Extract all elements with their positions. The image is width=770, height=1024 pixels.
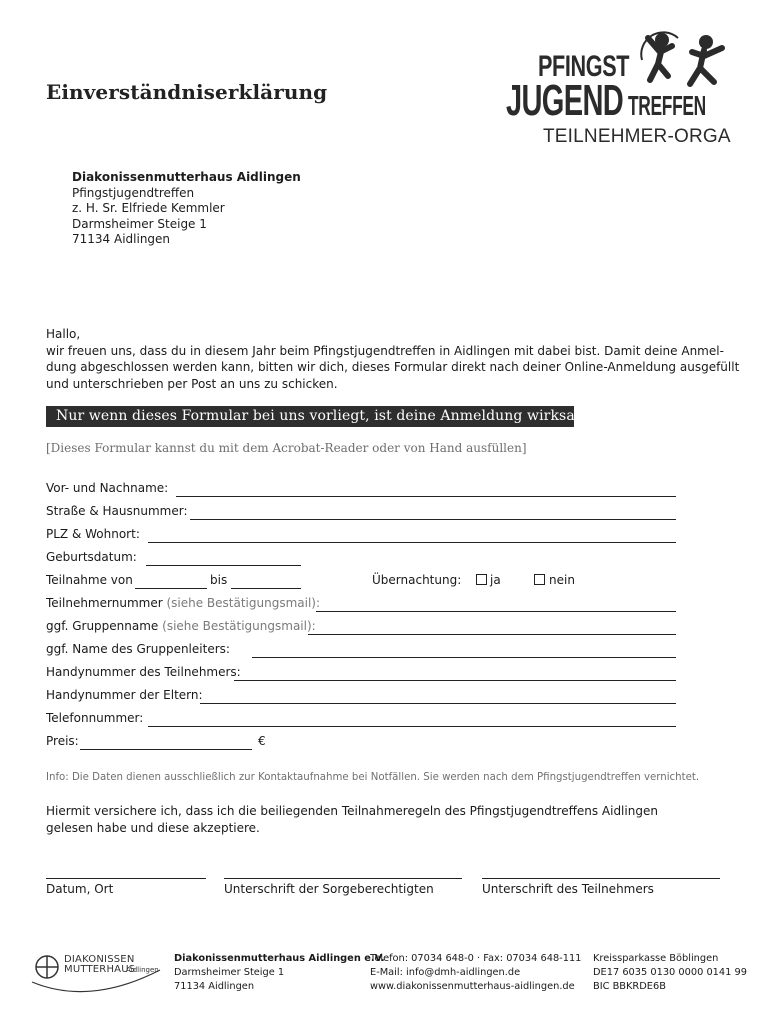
price-label: Preis:	[46, 734, 79, 748]
mobile-participant-row	[46, 665, 676, 683]
currency-label: €	[258, 734, 266, 748]
logo-line-1: PFINGST	[538, 50, 630, 83]
footer-contact	[370, 952, 581, 994]
guardian-signature-label: Unterschrift der Sorgeberechtigten	[224, 882, 434, 896]
group-name-row	[46, 619, 676, 637]
page-title: Einverständniserklärung	[46, 80, 328, 104]
privacy-info: Info: Die Daten dienen ausschließlich zur Kontaktaufnahme bei Notfällen. Sie werden nach dem Pfingstjugendtreffen vernichtet.	[46, 772, 700, 783]
birthdate-field[interactable]	[146, 565, 301, 566]
to-label: bis	[210, 573, 228, 587]
guardian-signature-field[interactable]	[224, 878, 462, 879]
date-place-field[interactable]	[46, 878, 206, 879]
mobile-participant-field[interactable]	[234, 680, 676, 681]
footer-org-name: Diakonissenmutterhaus Aidlingen e.V.	[174, 953, 385, 964]
overnight-no-checkbox[interactable]	[534, 574, 545, 585]
participant-number-field[interactable]	[316, 611, 676, 612]
name-field[interactable]	[176, 496, 676, 497]
greeting-text	[46, 326, 740, 392]
address-line: 71134 Aidlingen	[72, 232, 171, 246]
footer-bank-name: Kreissparkasse Böblingen	[593, 953, 719, 964]
diakonissen-logo	[30, 946, 165, 1002]
footer-bic: BIC BBKRDE6B	[593, 981, 666, 992]
phone-label: Telefonnummer:	[46, 711, 144, 725]
two-jumping-figures-icon	[638, 30, 732, 92]
street-label: Straße & Hausnummer:	[46, 504, 188, 518]
name-label: Vor- und Nachname:	[46, 481, 169, 495]
greeting-line: dung abgeschlossen werden kann, bitten wir dich, dieses Formular direkt nach deiner Online-Anmeldung ausgefüllt	[46, 360, 740, 374]
from-label: Teilnahme von	[46, 573, 133, 587]
group-name-field[interactable]	[308, 634, 676, 635]
mobile-parents-label: Handynummer der Eltern:	[46, 688, 203, 702]
participant-number-row	[46, 596, 676, 614]
logo-line-3: TREFFEN	[628, 90, 706, 121]
participant-number-note: (siehe Bestätigungsmail):	[166, 596, 321, 610]
city-row	[46, 527, 676, 545]
footer-email: E-Mail: info@dmh-aidlingen.de	[370, 967, 521, 978]
address-line: Pfingstjugendtreffen	[72, 185, 195, 200]
pfingstjugendtreffen-logo	[502, 30, 732, 150]
group-name-label	[46, 619, 316, 633]
group-name-note: (siehe Bestätigungsmail):	[162, 619, 316, 633]
address-line: z. H. Sr. Elfriede Kemmler	[72, 201, 225, 215]
city-label: PLZ & Wohnort:	[46, 527, 140, 541]
participant-number-label	[46, 596, 320, 610]
overnight-no-label: nein	[549, 573, 575, 587]
name-row	[46, 481, 676, 499]
group-leader-row	[46, 642, 676, 660]
footer-phone: Telefon: 07034 648-0 · Fax: 07034 648-111	[370, 953, 582, 964]
greeting-line: Hallo,	[46, 327, 81, 341]
logo-text-1: DIAKONISSEN	[64, 954, 135, 965]
participant-number-text: Teilnehmernummer	[46, 596, 163, 610]
fill-hint: [Dieses Formular kannst du mit dem Acrobat-Reader oder von Hand ausfüllen]	[46, 441, 527, 455]
overnight-yes-checkbox[interactable]	[476, 574, 487, 585]
overnight-label: Übernachtung:	[372, 573, 462, 587]
from-field[interactable]	[135, 588, 207, 589]
mobile-parents-row	[46, 688, 676, 706]
logo-text-2: MUTTERHAUS	[64, 964, 136, 975]
confirmation-text	[46, 803, 658, 837]
group-name-text: ggf. Gruppenname	[46, 619, 159, 633]
price-field[interactable]	[80, 749, 252, 750]
greeting-line: und unterschrieben per Post an uns zu schicken.	[46, 376, 338, 391]
confirmation-line: Hiermit versichere ich, dass ich die beiliegenden Teilnahmeregeln des Pfingstjugendtreffens Aidlingen	[46, 804, 658, 818]
participant-signature-field[interactable]	[482, 878, 720, 879]
street-field[interactable]	[190, 519, 676, 520]
footer-organization	[174, 952, 385, 994]
mobile-parents-field[interactable]	[200, 703, 676, 704]
participant-signature-label: Unterschrift des Teilnehmers	[482, 882, 654, 896]
group-leader-label: ggf. Name des Gruppenleiters:	[46, 642, 230, 656]
birthdate-row	[46, 550, 676, 568]
to-field[interactable]	[231, 588, 301, 589]
footer-org-street: Darmsheimer Steige 1	[174, 967, 285, 978]
price-row	[46, 734, 676, 752]
address-line: Diakonissenmutterhaus Aidlingen	[72, 170, 301, 184]
notice-banner: Nur wenn dieses Formular bei uns vorliegt, ist deine Anmeldung wirksam!	[46, 406, 574, 427]
mobile-participant-label: Handynummer des Teilnehmers:	[46, 665, 241, 679]
footer-bank	[593, 952, 747, 994]
confirmation-line: gelesen habe und diese akzeptiere.	[46, 821, 260, 835]
city-field[interactable]	[148, 542, 676, 543]
footer-org-city: 71134 Aidlingen	[174, 981, 255, 992]
logo-text-3: Aidlingen	[126, 966, 159, 974]
greeting-line: wir freuen uns, dass du in diesem Jahr beim Pfingstjugendtreffen in Aidlingen mit dabei bist. Damit deine Anmel-	[46, 343, 724, 358]
attendance-row	[46, 573, 676, 591]
phone-row	[46, 711, 676, 729]
group-leader-field[interactable]	[252, 657, 676, 658]
recipient-address	[72, 170, 301, 248]
address-line: Darmsheimer Steige 1	[72, 216, 207, 231]
date-place-label: Datum, Ort	[46, 882, 114, 896]
phone-field[interactable]	[148, 726, 676, 727]
birthdate-label: Geburtsdatum:	[46, 550, 137, 564]
footer-website: www.diakonissenmutterhaus-aidlingen.de	[370, 981, 575, 992]
overnight-yes-label: ja	[490, 573, 501, 587]
logo-line-2: JUGEND	[506, 76, 624, 125]
street-row	[46, 504, 676, 522]
footer-iban: DE17 6035 0130 0000 0141 99	[593, 967, 747, 978]
logo-line-4: TEILNEHMER-ORGA	[543, 126, 731, 147]
